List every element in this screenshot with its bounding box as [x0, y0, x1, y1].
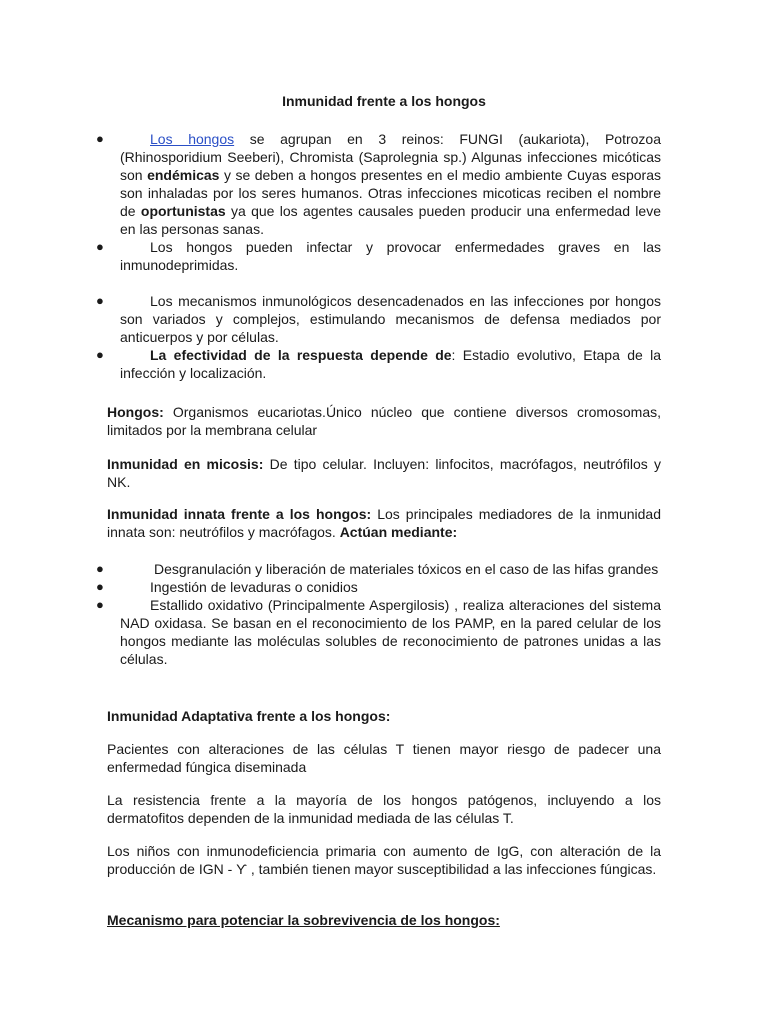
- intro-bullet-list: [96, 130, 661, 382]
- list-text: ya que los agentes causales pueden producir una enfermedad leve en las personas sanas.: [120, 203, 661, 237]
- bold-term: oportunistas: [140, 203, 226, 219]
- bullet-icon: ●: [96, 347, 104, 362]
- list-item: [96, 560, 661, 578]
- mechanism-bullet-list: [96, 560, 661, 668]
- bold-term: endémicas: [147, 167, 220, 183]
- bullet-icon: ●: [96, 293, 104, 308]
- bullet-icon: ●: [96, 561, 104, 576]
- list-item: [96, 292, 661, 346]
- definition-text: Organismos eucariotas.Único núcleo que contiene diversos cromosomas, limitados por la membrana celular: [107, 404, 661, 438]
- innata-paragraph: [107, 505, 661, 541]
- list-text: Los hongos pueden infectar y provocar enfermedades graves en las inmunodeprimidas.: [120, 239, 661, 273]
- bullet-icon: ●: [96, 131, 104, 146]
- innata-label-2: Actúan mediante:: [339, 524, 458, 540]
- list-text: Ingestión de levaduras o conidios: [150, 579, 358, 595]
- list-item: [96, 238, 661, 274]
- innata-text: Los principales mediadores de la inmunidad innata son: neutrófilos y macrófagos.: [107, 506, 661, 540]
- micosis-text: De tipo celular. Incluyen: linfocitos, macrófagos, neutrófilos y NK.: [107, 456, 661, 490]
- adaptativa-heading: Inmunidad Adaptativa frente a los hongos:: [107, 708, 391, 724]
- bullet-icon: ●: [96, 579, 104, 594]
- hongos-definition: [107, 403, 661, 439]
- los-hongos-link[interactable]: Los hongos: [150, 131, 235, 147]
- bullet-icon: ●: [96, 239, 104, 254]
- list-text: : Estadio evolutivo, Etapa de la infección y localización.: [120, 347, 662, 381]
- definition-label: Hongos:: [107, 404, 164, 420]
- mecanismo-heading: [107, 911, 661, 929]
- adaptativa-paragraph-1: Pacientes con alteraciones de las células T tienen mayor riesgo de padecer una enfermedad fúngica diseminada: [107, 741, 661, 775]
- list-text: se agrupan en 3 reinos: FUNGI (aukariota), Potrozoa (Rhinosporidium Seeberi), Chromista (Saprolegnia sp.) Algunas infecciones micóticas son: [120, 131, 661, 183]
- list-item: [96, 596, 661, 668]
- list-text: Estallido oxidativo (Principalmente Aspergilosis) , realiza alteraciones del sistema NAD oxidasa. Se basan en el reconocimiento de los PAMP, en la pared celular de los hongos mediante las moléculas solubles de reconocimiento de patrones unidas a las células.: [120, 597, 661, 667]
- list-item: [96, 578, 661, 596]
- list-text: Desgranulación y liberación de materiales tóxicos en el caso de las hifas grandes: [154, 561, 659, 577]
- adaptativa-paragraph-3: Los niños con inmunodeficiencia primaria con aumento de IgG, con alteración de la producción de IGN - ϒ , también tienen mayor susceptibilidad a las infecciones fúngicas.: [107, 843, 661, 877]
- document-title: Inmunidad frente a los hongos: [282, 93, 486, 109]
- micosis-paragraph: [107, 455, 661, 491]
- innata-label: Inmunidad innata frente a los hongos:: [107, 506, 372, 522]
- list-text: Los mecanismos inmunológicos desencadenados en las infecciones por hongos son variados y complejos, estimulando mecanismos de defensa mediados por anticuerpos y por células.: [120, 293, 661, 345]
- list-text: y se deben a hongos presentes en el medio ambiente Cuyas esporas son inhaladas por los seres humanos. Otras infecciones micoticas reciben el nombre de: [120, 167, 661, 219]
- list-item: [96, 346, 661, 382]
- mecanismo-heading-text: Mecanismo para potenciar la sobrevivencia de los hongos:: [107, 912, 500, 928]
- bullet-icon: ●: [96, 597, 104, 612]
- micosis-label: Inmunidad en micosis:: [107, 456, 264, 472]
- list-item: [96, 130, 661, 238]
- bold-term: La efectividad de la respuesta depende de: [150, 347, 452, 363]
- adaptativa-paragraph-2: La resistencia frente a la mayoría de los hongos patógenos, incluyendo a los dermatofitos dependen de la inmunidad mediada de las células T.: [107, 792, 661, 826]
